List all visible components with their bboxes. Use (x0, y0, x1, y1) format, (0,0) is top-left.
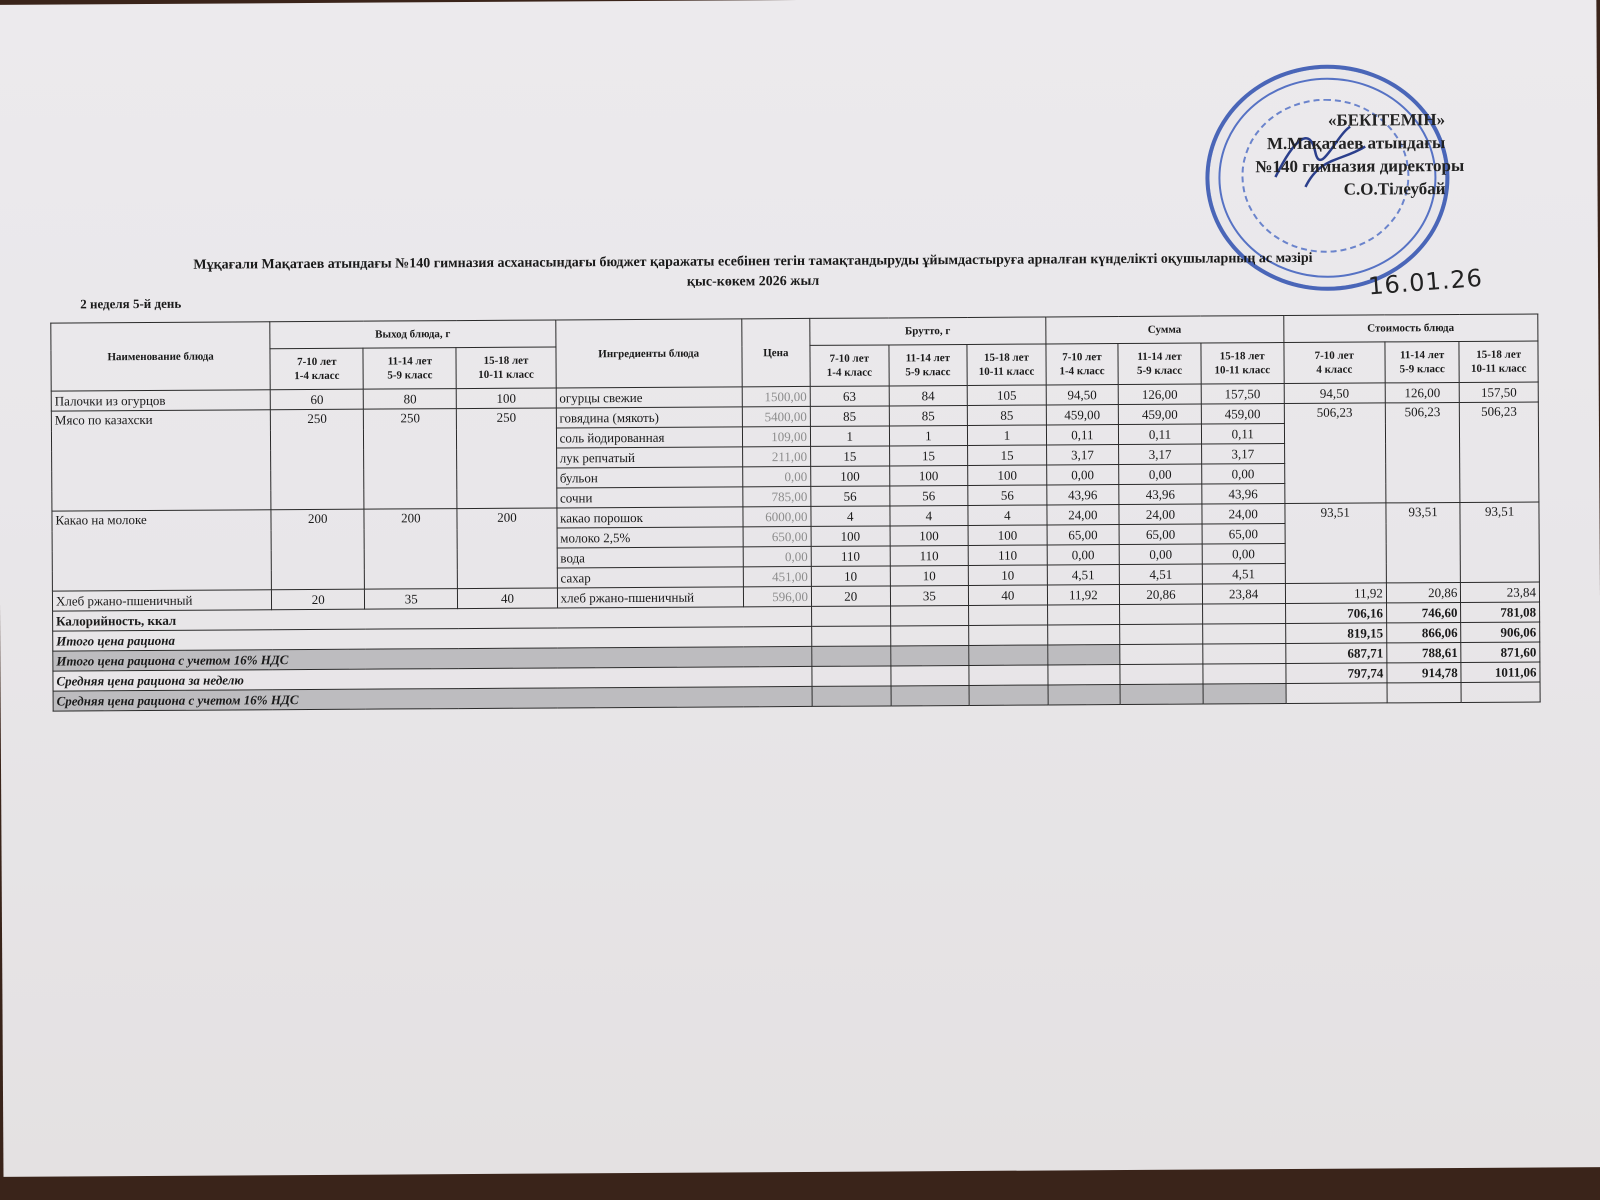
cost-cell: 94,50 (1284, 383, 1385, 404)
summary-value: 871,60 (1461, 642, 1540, 662)
header-age-group: 11-14 лет 5-9 класс (1118, 343, 1201, 385)
ingredient-name: сочни (556, 487, 742, 508)
price-cell: 5400,00 (742, 406, 810, 426)
approval-heading: «БЕКІТЕМІН» (1327, 110, 1446, 130)
brutto-cell: 15 (968, 445, 1047, 465)
price-cell: 451,00 (743, 566, 811, 586)
yield-cell: 200 (364, 509, 458, 590)
header-age-group: 7-10 лет 1-4 класс (1046, 344, 1119, 385)
price-cell: 0,00 (742, 466, 810, 486)
summary-value: 706,16 (1285, 603, 1386, 624)
sum-cell: 0,00 (1119, 464, 1202, 485)
yield-cell: 200 (271, 509, 365, 590)
header-age-group: 11-14 лет 5-9 класс (363, 348, 456, 390)
sum-cell: 459,00 (1201, 404, 1284, 425)
ingredient-name: лук репчатый (556, 447, 742, 468)
summary-value: 914,78 (1387, 662, 1462, 682)
menu-table (50, 313, 1540, 711)
summary-label: Итого цена рациона (53, 626, 812, 651)
brutto-cell: 35 (890, 585, 969, 605)
yield-cell: 250 (364, 409, 458, 510)
brutto-cell: 1 (968, 425, 1047, 445)
summary-value: 687,71 (1285, 643, 1386, 664)
header-age-group: 11-14 лет 5-9 класс (889, 344, 968, 385)
cost-cell: 20,86 (1386, 582, 1461, 602)
summary-value: 797,74 (1285, 663, 1386, 684)
dish-name: Хлеб ржано-пшеничный (52, 590, 271, 611)
header-price: Цена (742, 318, 811, 386)
summary-value: 906,06 (1461, 622, 1540, 642)
cost-cell: 93,51 (1386, 502, 1461, 582)
brutto-cell: 100 (811, 466, 890, 486)
yield-cell: 40 (458, 588, 557, 609)
handwritten-date: 16.01.26 (1367, 263, 1484, 301)
cost-cell: 11,92 (1285, 583, 1386, 604)
header-dish: Наименование блюда (51, 322, 271, 391)
brutto-cell: 110 (811, 546, 890, 566)
summary-value: 819,15 (1285, 623, 1386, 644)
sum-cell: 20,86 (1120, 584, 1203, 605)
yield-cell: 20 (272, 589, 365, 610)
sum-cell: 0,11 (1119, 424, 1202, 445)
price-cell: 6000,00 (743, 506, 811, 526)
brutto-cell: 110 (890, 545, 969, 565)
brutto-cell: 100 (811, 526, 890, 546)
summary-value: 746,60 (1386, 602, 1461, 622)
brutto-cell: 1 (810, 426, 889, 446)
brutto-cell: 56 (968, 485, 1047, 505)
header-age-group: 15-18 лет 10-11 класс (1201, 343, 1284, 385)
sum-cell: 24,00 (1119, 504, 1202, 525)
summary-value: 788,61 (1387, 642, 1462, 662)
price-cell: 1500,00 (742, 386, 810, 406)
brutto-cell: 100 (889, 465, 968, 485)
header-brutto: Брутто, г (810, 317, 1046, 345)
sum-cell: 23,84 (1202, 584, 1285, 605)
sum-cell: 4,51 (1119, 564, 1202, 585)
summary-value: 1011,06 (1461, 662, 1540, 682)
ingredient-name: молоко 2,5% (557, 527, 743, 548)
approval-line: М.Мақатаев атындағы (1266, 133, 1446, 154)
price-cell: 596,00 (743, 586, 811, 606)
price-cell: 785,00 (743, 486, 811, 506)
brutto-cell: 4 (889, 505, 968, 525)
cost-cell: 506,23 (1385, 402, 1460, 502)
ingredient-name: бульон (556, 467, 742, 488)
brutto-cell: 85 (967, 405, 1046, 425)
sum-cell: 65,00 (1202, 524, 1285, 545)
brutto-cell: 4 (811, 506, 890, 526)
brutto-cell: 100 (968, 525, 1047, 545)
sum-cell: 3,17 (1046, 445, 1118, 465)
sum-cell: 0,11 (1201, 424, 1284, 445)
cost-cell: 23,84 (1461, 582, 1540, 602)
brutto-cell: 100 (968, 465, 1047, 485)
brutto-cell: 56 (889, 485, 968, 505)
sum-cell: 0,00 (1201, 464, 1284, 485)
header-cost: Стоимость блюда (1283, 314, 1538, 343)
title-line-2: қыс-көкем 2026 жыл (686, 273, 820, 290)
brutto-cell: 63 (810, 386, 889, 406)
week-day-label: 2 неделя 5-й день (80, 295, 182, 312)
sum-cell: 24,00 (1047, 505, 1119, 525)
brutto-cell: 40 (969, 585, 1048, 605)
document-title (98, 248, 1408, 296)
header-age-group: 15-18 лет 10-11 класс (456, 347, 556, 389)
header-sum: Сумма (1045, 316, 1283, 344)
summary-value: 866,06 (1387, 622, 1462, 642)
yield-cell: 250 (271, 409, 365, 510)
sum-cell: 4,51 (1047, 565, 1119, 585)
brutto-cell: 85 (810, 406, 889, 426)
summary-label: Итого цена рациона с учетом 16% НДС (53, 646, 812, 671)
sum-cell: 459,00 (1046, 405, 1118, 425)
summary-label: Средняя цена рациона за неделю (53, 666, 812, 691)
table-body (51, 382, 1540, 711)
brutto-cell: 15 (811, 446, 890, 466)
sum-cell: 43,96 (1047, 485, 1119, 505)
sum-cell: 65,00 (1047, 525, 1119, 545)
cost-cell: 93,51 (1284, 503, 1386, 584)
brutto-cell: 56 (811, 486, 890, 506)
sum-cell: 3,17 (1119, 444, 1202, 465)
brutto-cell: 4 (968, 505, 1047, 525)
dish-name: Какао на молоке (52, 510, 272, 591)
summary-label: Средняя цена рациона с учетом 16% НДС (53, 686, 812, 711)
price-cell: 0,00 (743, 546, 811, 566)
yield-cell: 200 (457, 508, 557, 589)
sum-cell: 0,11 (1046, 425, 1118, 445)
approval-block (1255, 108, 1465, 201)
sum-cell: 65,00 (1119, 524, 1202, 545)
yield-cell: 100 (457, 388, 556, 409)
brutto-cell: 1 (889, 425, 968, 445)
sum-cell: 126,00 (1118, 384, 1201, 405)
brutto-cell: 85 (889, 405, 968, 425)
ingredient-name: хлеб ржано-пшеничный (557, 587, 743, 608)
brutto-cell: 105 (967, 385, 1046, 405)
brutto-cell: 15 (889, 445, 968, 465)
cost-cell: 506,23 (1460, 402, 1539, 502)
sum-cell: 0,00 (1046, 465, 1118, 485)
ingredient-name: сахар (557, 567, 743, 588)
summary-value: 781,08 (1461, 602, 1540, 622)
brutto-cell: 110 (968, 545, 1047, 565)
sum-cell: 157,50 (1201, 384, 1284, 405)
header-age-group: 7-10 лет 1-4 класс (810, 345, 889, 386)
price-cell: 650,00 (743, 526, 811, 546)
sum-cell: 0,00 (1047, 545, 1119, 565)
approval-line: №140 гимназия директоры (1255, 155, 1465, 177)
price-cell: 109,00 (742, 426, 810, 446)
yield-cell: 80 (363, 389, 456, 410)
brutto-cell: 84 (889, 385, 968, 405)
header-age-group: 11-14 лет 5-9 класс (1385, 341, 1460, 382)
ingredient-name: огурцы свежие (556, 387, 742, 408)
approval-signatory: С.О.Тілеубай (1343, 179, 1446, 199)
cost-cell: 506,23 (1284, 403, 1386, 504)
brutto-cell: 10 (811, 566, 890, 586)
sum-cell: 459,00 (1118, 404, 1201, 425)
brutto-cell: 10 (890, 565, 969, 585)
ingredient-name: соль йодированная (556, 427, 742, 448)
ingredient-name: вода (557, 547, 743, 568)
sum-cell: 43,96 (1202, 484, 1285, 505)
sum-cell: 43,96 (1119, 484, 1202, 505)
header-yield: Выход блюда, г (270, 320, 556, 349)
yield-cell: 250 (457, 408, 557, 509)
dish-name: Палочки из огурцов (51, 390, 270, 411)
sum-cell: 3,17 (1201, 444, 1284, 465)
ingredient-name: говядина (мякоть) (556, 407, 742, 428)
sum-cell: 94,50 (1046, 385, 1118, 405)
header-age-group: 7-10 лет 4 класс (1283, 342, 1385, 384)
header-ingredients: Ингредиенты блюда (555, 319, 742, 388)
sum-cell: 0,00 (1202, 544, 1285, 565)
sum-cell: 0,00 (1119, 544, 1202, 565)
ingredient-name: какао порошок (557, 507, 743, 528)
sum-cell: 4,51 (1202, 564, 1285, 585)
brutto-cell: 20 (811, 586, 890, 606)
dish-name: Мясо по казахски (51, 410, 271, 511)
table-header (51, 314, 1538, 391)
cost-cell: 126,00 (1385, 382, 1460, 402)
yield-cell: 35 (365, 589, 458, 610)
cost-cell: 157,50 (1460, 382, 1539, 402)
header-age-group: 15-18 лет 10-11 класс (1459, 341, 1538, 382)
summary-label: Калорийность, ккал (53, 606, 812, 631)
price-cell: 211,00 (742, 446, 810, 466)
brutto-cell: 100 (890, 525, 969, 545)
yield-cell: 60 (270, 389, 363, 410)
header-age-group: 15-18 лет 10-11 класс (967, 344, 1046, 385)
cost-cell: 93,51 (1460, 502, 1539, 582)
sum-cell: 24,00 (1202, 504, 1285, 525)
brutto-cell: 10 (968, 565, 1047, 585)
sum-cell: 11,92 (1047, 585, 1119, 605)
header-age-group: 7-10 лет 1-4 класс (270, 348, 363, 390)
title-line-1: Мұқағали Мақатаев атындағы №140 гимназия асханасындағы бюджет қаражаты есебінен тегін тамақтандыруды ұйымдастыруға арналған күнделікті оқушыларның ас мәзірі (193, 250, 1313, 273)
